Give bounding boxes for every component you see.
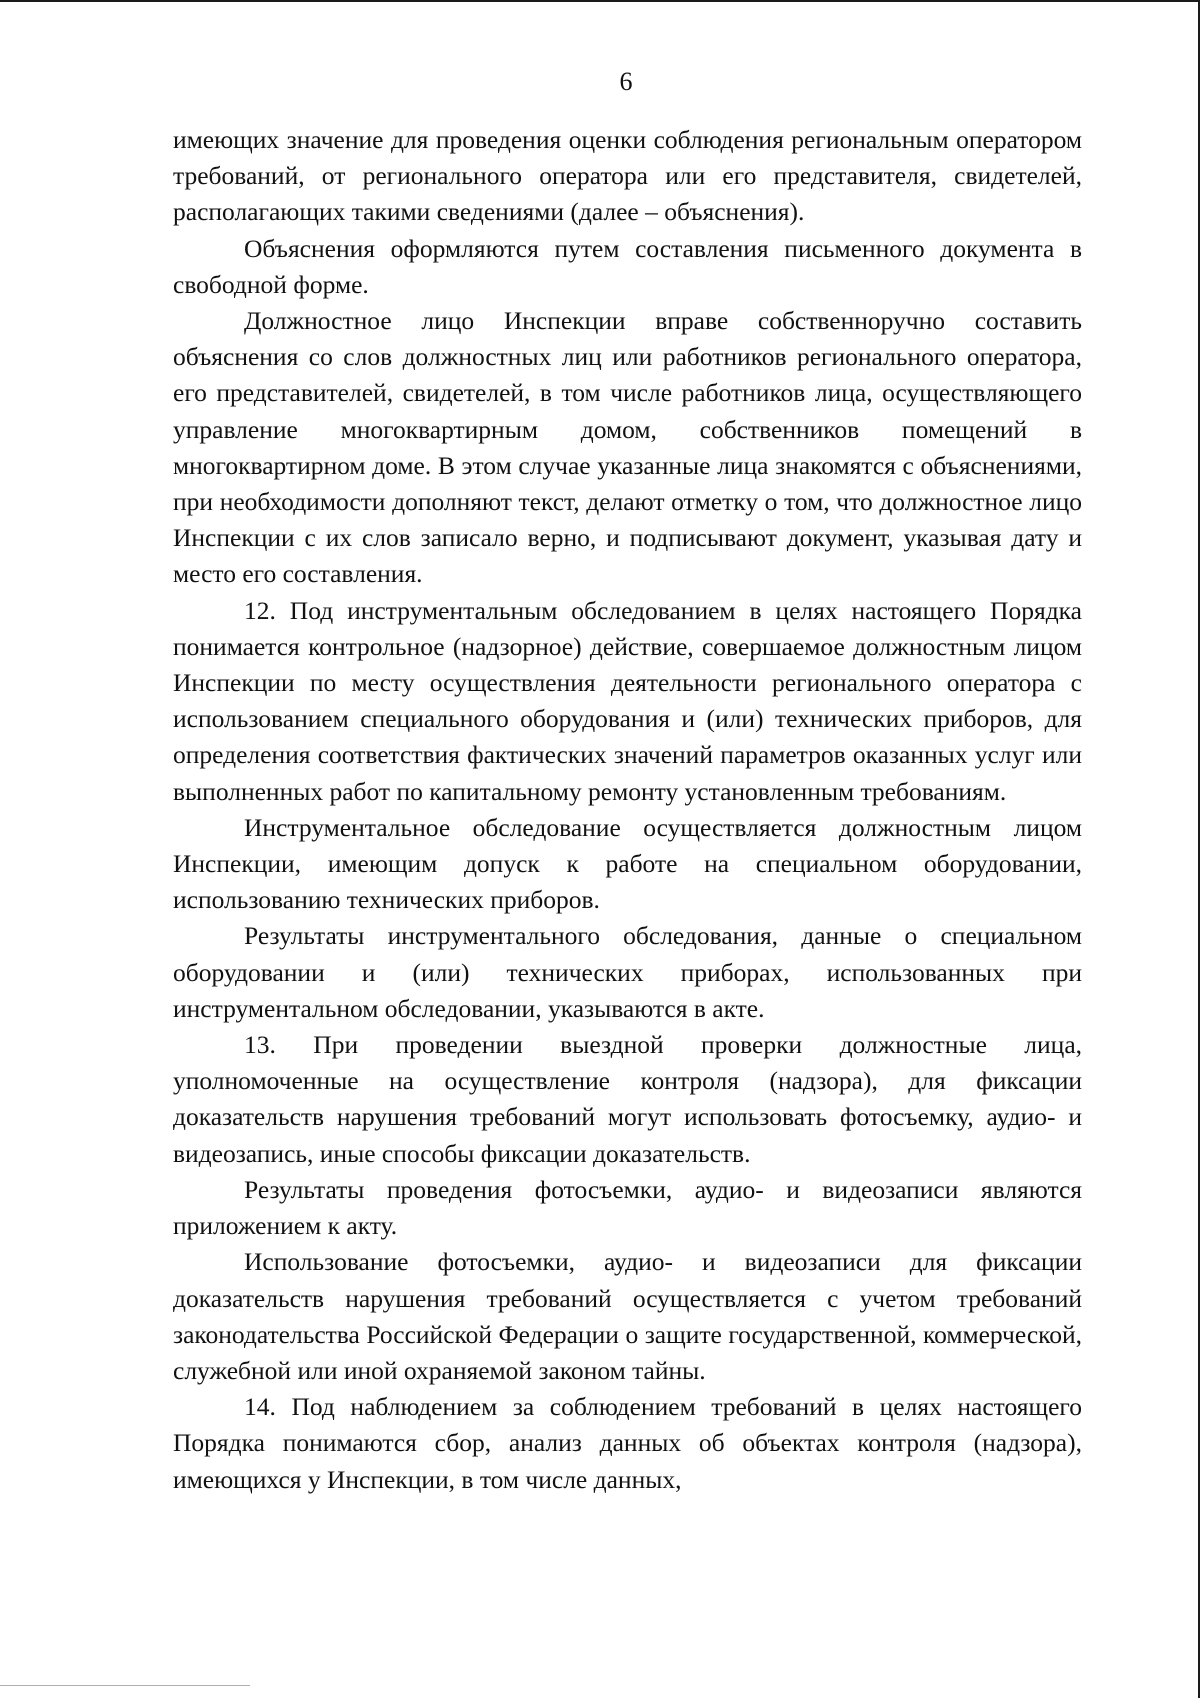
item-number: 13. [244, 1030, 276, 1060]
paragraph-photo-usage [173, 1244, 1082, 1389]
paragraph-explanations-form [173, 231, 1082, 303]
scan-mark-bottom [0, 1685, 250, 1686]
paragraph-text: Должностное лицо Инспекции вправе собственноручно составить объяснения со слов должностных лиц или работников регионального оператора, его представителей, свидетелей, в том числе работников лица, осуществляющего управление многоквартирным домом, собственников помещений в многоквартирном доме. В этом случае указанные лица знакомятся с объяснениями, при необходимости дополняют текст, делают отметку о том, что должностное лицо Инспекции с их слов записало верно, и подписывают документ, указывая дату и место его составления. [173, 306, 1082, 589]
paragraph-text: имеющих значение для проведения оценки соблюдения региональным оператором требований, от регионального оператора или его представителя, свидетелей, располагающих такими сведениями (далее – объяснения). [173, 125, 1082, 227]
paragraph-official-writes-explanations [173, 303, 1082, 593]
paragraph-item-12 [173, 593, 1082, 810]
paragraph-text: Под инструментальным обследованием в целях настоящего Порядка понимается контрольное (надзорное) действие, совершаемое должностным лицом Инспекции по месту осуществления деятельности регионального оператора с использованием специального оборудования и (или) технических приборов, для определения соответствия фактических значений параметров оказанных услуг или выполненных работ по капитальному ремонту установленным требованиям. [173, 595, 1082, 806]
paragraph-instrumental-results [173, 918, 1082, 1027]
paragraph-text: Инструментальное обследование осуществляется должностным лицом Инспекции, имеющим допуск к работе на специальном оборудовании, использованию технических приборов. [173, 812, 1082, 915]
paragraph-text: Объяснения оформляются путем составления письменного документа в свободной форме. [173, 233, 1082, 299]
paragraph-text: Использование фотосъемки, аудио- и видеозаписи для фиксации доказательств нарушения требований осуществляется с учетом требований законодательства Российской Федерации о защите государственной, коммерческой, служебной или иной охраняемой законом тайны. [173, 1247, 1082, 1385]
scan-border-top [0, 0, 1200, 2]
paragraph-instrumental-performer [173, 810, 1082, 919]
paragraph-text: При проведении выездной проверки должностные лица, уполномоченные на осуществление контроля (надзора), для фиксации доказательств нарушения требований могут использовать фотосъемку, аудио- и видеозапись, иные способы фиксации доказательств. [173, 1030, 1083, 1168]
paragraph-text: Результаты инструментального обследования, данные о специальном оборудовании и (или) технических приборах, использованных при инструментальном обследовании, указываются в акте. [173, 921, 1082, 1023]
paragraph-item-14 [173, 1389, 1082, 1498]
paragraph-text: Результаты проведения фотосъемки, аудио- и видеозаписи являются приложением к акту. [173, 1174, 1082, 1241]
paragraph-photo-results [173, 1172, 1082, 1244]
item-number: 12. [244, 595, 276, 625]
paragraph-explanations-continued [173, 122, 1082, 231]
page-number: 6 [619, 67, 633, 96]
document-body [173, 122, 1082, 1498]
paragraph-item-13 [173, 1027, 1082, 1172]
item-number: 14. [244, 1392, 276, 1422]
paragraph-text: Под наблюдением за соблюдением требований в целях настоящего Порядка понимаются сбор, анализ данных об объектах контроля (надзора), имеющихся у Инспекции, в том числе данных, [173, 1392, 1083, 1494]
